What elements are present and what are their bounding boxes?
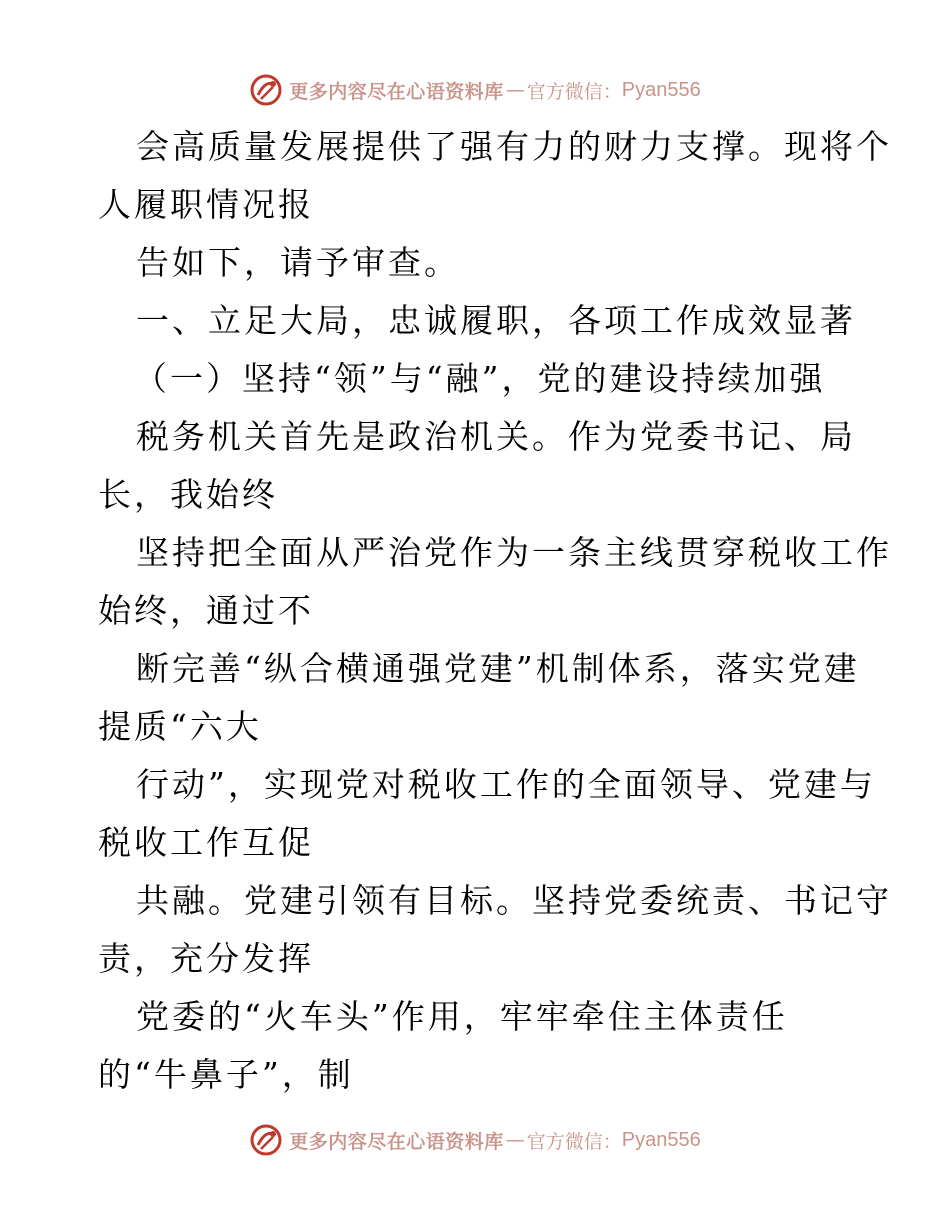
header-watermark (0, 70, 950, 110)
watermark-official-label: 官方微信： (526, 80, 622, 103)
paragraph-line: 提质“六大 (98, 707, 262, 746)
paragraph-line: 长，我始终 (98, 475, 278, 514)
watermark-dash: — (505, 79, 525, 101)
watermark-wechat-id: Pyan556 (621, 78, 701, 101)
document-body (98, 118, 892, 1104)
paragraph-line: 的“牛鼻子”，制 (98, 1055, 354, 1094)
paragraph-line: 责，充分发挥 (98, 939, 314, 978)
paragraph-line: 断完善“纵合横通强党建”机制体系，落实党建 (136, 649, 860, 688)
section-heading: 一、立足大局，忠诚履职，各项工作成效显著 (136, 301, 856, 340)
paragraph-line: 共融。党建引领有目标。坚持党委统责、书记守 (136, 881, 892, 920)
paragraph-line: 会高质量发展提供了强有力的财力支撑。现将个 (136, 127, 892, 166)
footer-watermark (0, 1120, 950, 1160)
paragraph-line: 行动”，实现党对税收工作的全面领导、党建与 (136, 765, 876, 804)
watermark-wechat-id: Pyan556 (621, 1128, 701, 1151)
paragraph-line: 税务机关首先是政治机关。作为党委书记、局 (136, 417, 856, 456)
brand-logo-icon (249, 73, 283, 107)
paragraph-line: 党委的“火车头”作用，牢牢牵住主体责任 (136, 997, 788, 1036)
paragraph-line: 坚持把全面从严治党作为一条主线贯穿税收工作 (136, 533, 892, 572)
paragraph-line: 税收工作互促 (98, 823, 314, 862)
watermark-brand-text: 更多内容尽在心语资料库 (289, 80, 504, 103)
brand-logo-icon (249, 1123, 283, 1157)
paragraph-line: 始终，通过不 (98, 591, 314, 630)
paragraph-line: 告如下，请予审查。 (136, 243, 460, 282)
subsection-heading: （一）坚持“领”与“融”，党的建设持续加强 (134, 359, 826, 398)
watermark-official-label: 官方微信： (526, 1130, 622, 1153)
watermark-brand-text: 更多内容尽在心语资料库 (289, 1130, 504, 1153)
watermark-dash: — (505, 1129, 525, 1151)
paragraph-line: 人履职情况报 (98, 185, 314, 224)
